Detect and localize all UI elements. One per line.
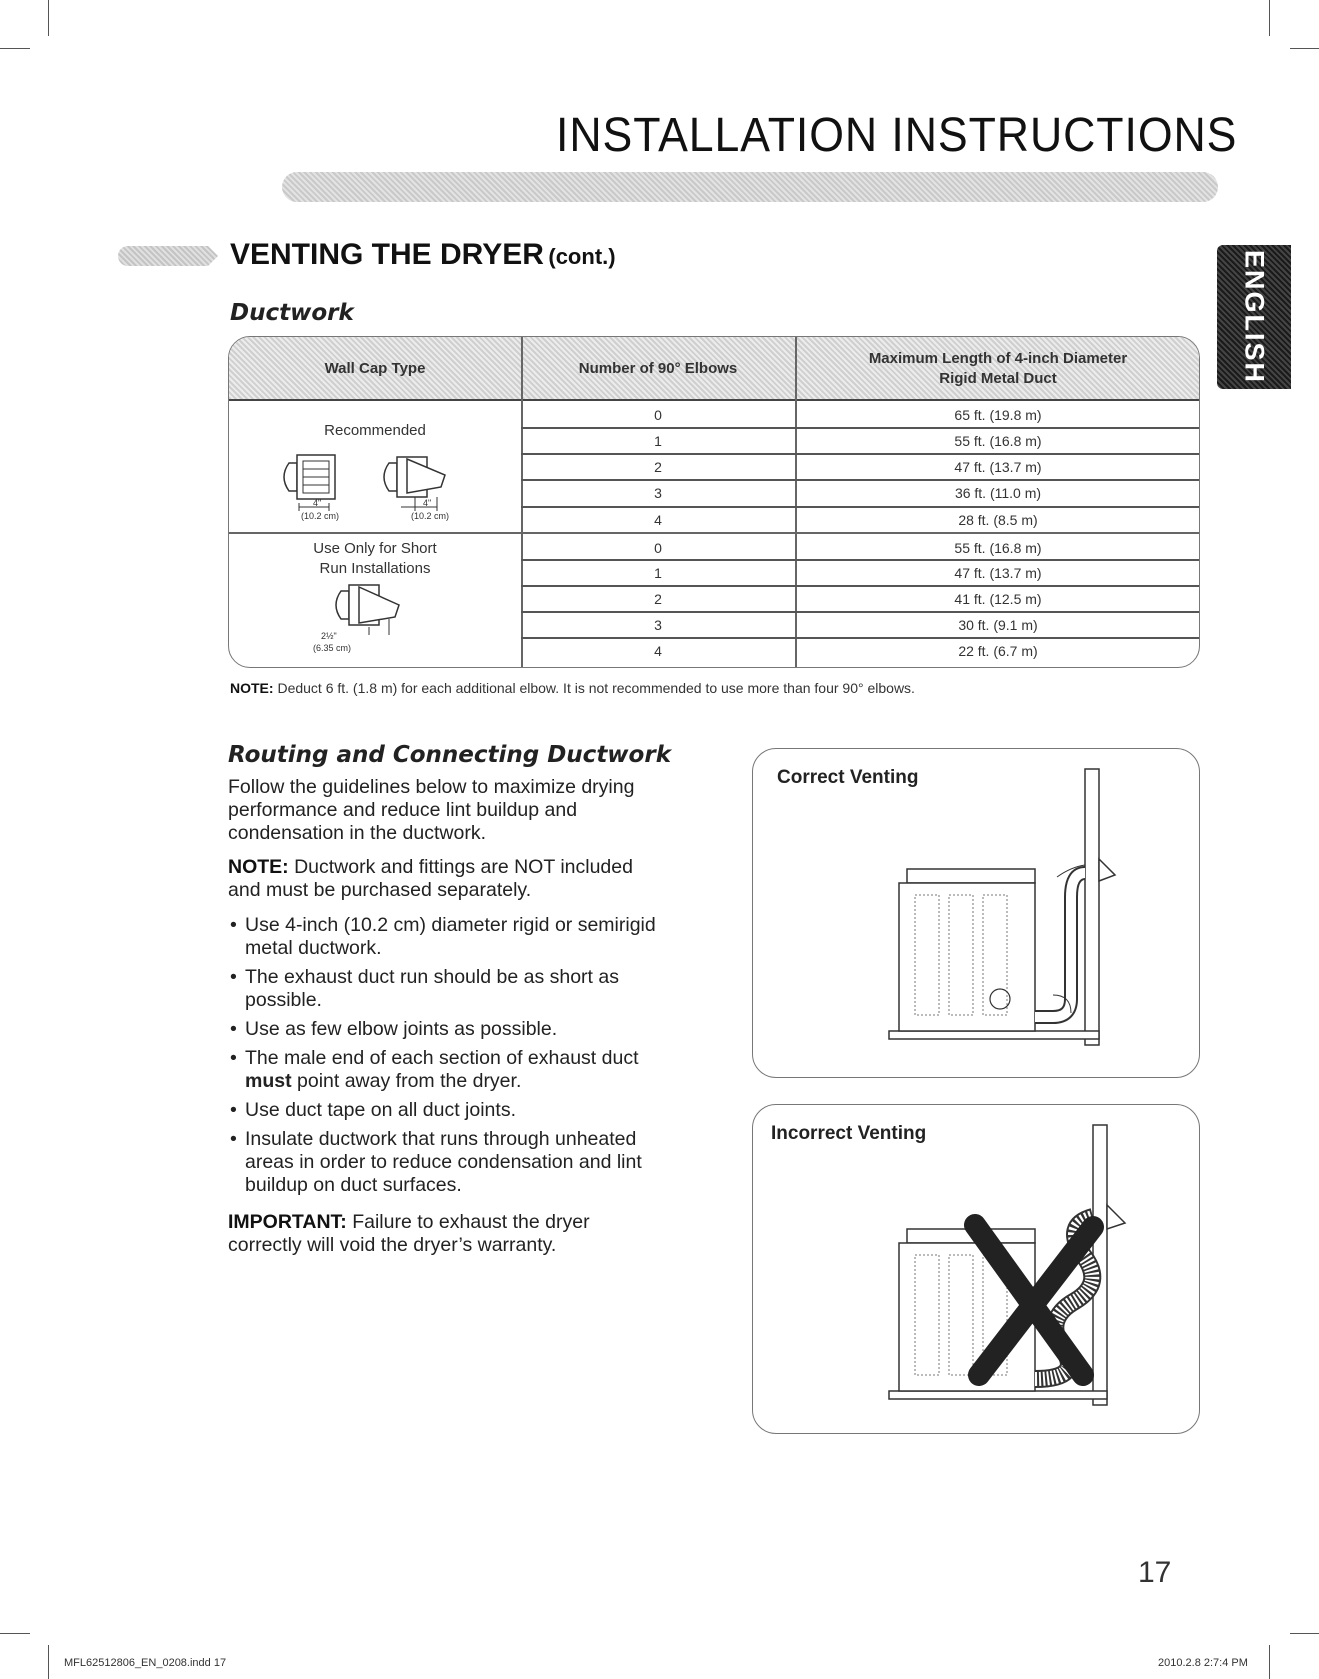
routing-intro-line: condensation in the ductwork. — [228, 822, 486, 844]
section-heading — [230, 238, 616, 272]
list-item — [228, 1128, 698, 1197]
elbows-cell: 4 — [654, 643, 662, 659]
group-divider — [229, 532, 1199, 534]
list-item — [228, 914, 698, 960]
row-divider — [521, 453, 1200, 455]
cap-dimension-metric: (10.2 cm) — [411, 511, 450, 521]
routing-heading: Routing and Connecting Ductwork — [228, 742, 671, 768]
list-item-line: areas in order to reduce condensation and lint — [245, 1151, 642, 1173]
page-title: INSTALLATION INSTRUCTIONS — [556, 109, 1238, 162]
routing-note-line: Ductwork and fittings are NOT included — [288, 856, 633, 878]
ductwork-heading: Ductwork — [230, 300, 354, 326]
routing-intro — [228, 776, 698, 845]
correct-venting-diagram — [752, 748, 1200, 1078]
elbows-cell: 3 — [654, 617, 662, 633]
routing-guidelines-list — [228, 914, 698, 1203]
wall-cap-short-run-label — [229, 539, 521, 579]
header-max-length — [795, 337, 1200, 401]
list-item-line — [245, 1070, 698, 1093]
incorrect-venting-illustration — [753, 1105, 1199, 1431]
row-divider — [521, 559, 1200, 561]
cap-dimension-metric: (6.35 cm) — [313, 643, 352, 653]
length-cell: 41 ft. (12.5 m) — [954, 591, 1042, 607]
incorrect-venting-title: Incorrect Venting — [771, 1123, 927, 1144]
short-run-label-line2: Run Installations — [319, 560, 431, 577]
routing-intro-line: Follow the guidelines below to maximize drying — [228, 776, 635, 798]
short-run-label-line1: Use Only for Short — [313, 540, 437, 557]
length-cell: 22 ft. (6.7 m) — [958, 643, 1038, 659]
emphasis-text: must — [245, 1070, 292, 1092]
list-item-line: buildup on duct surfaces. — [245, 1174, 462, 1196]
important-line: correctly will void the dryer’s warranty. — [228, 1234, 557, 1256]
elbows-cell: 0 — [654, 540, 662, 556]
section-title-suffix: (cont.) — [548, 244, 616, 269]
length-cell: 36 ft. (11.0 m) — [954, 485, 1042, 501]
length-cell: 30 ft. (9.1 m) — [958, 617, 1038, 633]
routing-note-line: and must be purchased separately. — [228, 879, 532, 901]
length-cell: 28 ft. (8.5 m) — [958, 512, 1038, 528]
correct-venting-illustration — [753, 749, 1199, 1075]
routing-note-label: NOTE: — [228, 856, 289, 878]
elbows-cell: 3 — [654, 485, 662, 501]
elbows-cell: 2 — [654, 459, 662, 475]
list-item-line: metal ductwork. — [245, 937, 382, 959]
footer-file-name: MFL62512806_EN_0208.indd 17 — [64, 1657, 227, 1669]
note-label: NOTE: — [230, 680, 274, 696]
list-item-line: • The male end of each section of exhaust duct — [245, 1047, 639, 1069]
list-item-line: • Use duct tape on all duct joints. — [245, 1099, 516, 1121]
header-wall-cap: Wall Cap Type — [324, 360, 426, 377]
cap-dimension: 4" — [313, 498, 322, 508]
title-underline-bar — [282, 172, 1218, 202]
row-divider — [521, 427, 1200, 429]
list-item-line: possible. — [245, 989, 322, 1011]
language-tab-label: ENGLISH — [1239, 249, 1270, 385]
crop-mark — [48, 0, 49, 36]
row-divider — [521, 479, 1200, 481]
ductwork-note — [230, 680, 915, 696]
length-cell: 65 ft. (19.8 m) — [954, 407, 1042, 423]
crop-mark — [48, 1645, 49, 1679]
crop-mark — [0, 48, 30, 49]
crop-mark — [0, 1633, 30, 1634]
elbows-cell: 0 — [654, 407, 662, 423]
routing-intro-line: performance and reduce lint buildup and — [228, 799, 578, 821]
elbows-cell: 4 — [654, 512, 662, 528]
page-number: 17 — [1138, 1556, 1172, 1589]
list-item-line: • Insulate ductwork that runs through unheated — [245, 1128, 637, 1150]
length-cell: 55 ft. (16.8 m) — [954, 433, 1042, 449]
crop-mark — [1290, 1633, 1319, 1634]
length-cell: 47 ft. (13.7 m) — [954, 565, 1042, 581]
short-run-wall-cap-illustration — [329, 581, 429, 637]
cap-dimension-metric: (10.2 cm) — [301, 511, 340, 521]
section-title: VENTING THE DRYER — [230, 238, 544, 271]
length-cell: 47 ft. (13.7 m) — [954, 459, 1042, 475]
table-header — [229, 337, 1199, 401]
correct-venting-title: Correct Venting — [777, 767, 919, 788]
length-cell: 55 ft. (16.8 m) — [954, 540, 1042, 556]
header-max-length-line2: Rigid Metal Duct — [939, 370, 1057, 387]
crop-mark — [1269, 0, 1270, 36]
language-tab — [1217, 245, 1291, 389]
row-divider — [521, 585, 1200, 587]
row-divider — [521, 637, 1200, 639]
ductwork-table — [228, 336, 1200, 668]
header-elbows: Number of 90° Elbows — [578, 360, 738, 377]
important-note — [228, 1211, 698, 1257]
incorrect-venting-diagram — [752, 1104, 1200, 1434]
wall-cap-recommended-label: Recommended — [324, 422, 426, 439]
cap-dimension: 4" — [423, 498, 432, 508]
header-max-length-line1: Maximum Length of 4-inch Diameter — [868, 350, 1128, 367]
list-item — [228, 966, 698, 1012]
list-item-line: • Use 4-inch (10.2 cm) diameter rigid or semirigid — [245, 914, 656, 936]
elbows-cell: 1 — [654, 565, 662, 581]
elbows-cell: 2 — [654, 591, 662, 607]
important-line: Failure to exhaust the dryer — [346, 1211, 590, 1233]
elbows-cell: 1 — [654, 433, 662, 449]
list-item-text: point away from the dryer. — [291, 1070, 522, 1092]
crop-mark — [1290, 48, 1319, 49]
cap-dimension: 2½" — [321, 631, 337, 641]
note-text: Deduct 6 ft. (1.8 m) for each additional elbow. It is not recommended to use more than four 90° elbows. — [273, 680, 915, 696]
crop-mark — [1269, 1645, 1270, 1679]
row-divider — [521, 611, 1200, 613]
important-label: IMPORTANT: — [228, 1211, 347, 1233]
row-divider — [521, 506, 1200, 508]
list-item — [228, 1047, 698, 1093]
footer-timestamp: 2010.2.8 2:7:4 PM — [1158, 1657, 1248, 1669]
section-marker — [118, 246, 218, 266]
list-item-line: • The exhaust duct run should be as short as — [245, 966, 619, 988]
routing-note — [228, 856, 698, 902]
list-item-line: • Use as few elbow joints as possible. — [245, 1018, 558, 1040]
list-item — [228, 1099, 698, 1122]
list-item — [228, 1018, 698, 1041]
